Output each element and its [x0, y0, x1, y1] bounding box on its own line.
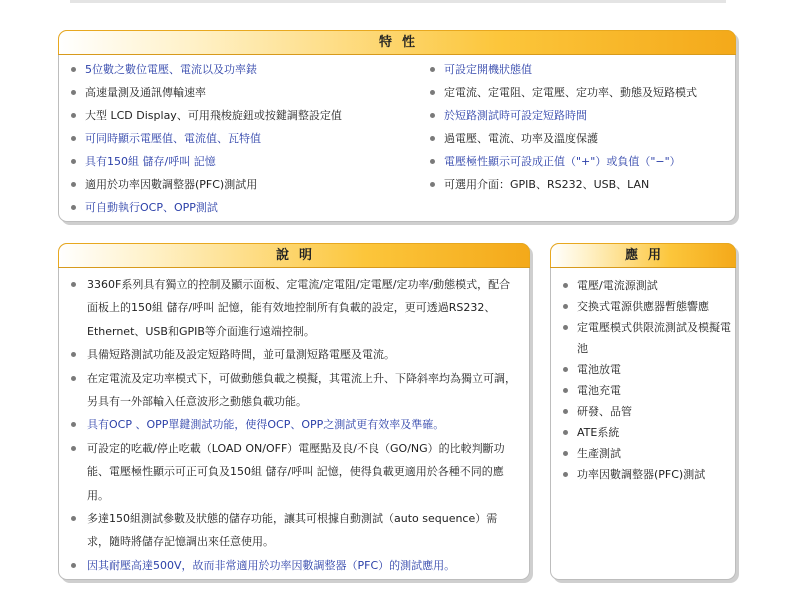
description-header — [58, 243, 530, 267]
feature-item-text: 可自動執行OCP、OPP測試 — [85, 201, 218, 214]
application-item-text: 電池充電 — [577, 384, 621, 397]
feature-item — [71, 150, 411, 173]
description-item-text: 在定電流及定功率模式下，可做動態負載之模擬，其電流上升、下降斜率均為獨立可調，另具有一外部輸入任意波形之動態負載功能。 — [87, 371, 516, 409]
bullet-icon — [563, 430, 568, 435]
feature-item-text: 定電流、定電阻、定電壓、定功率、動態及短路模式 — [444, 86, 697, 99]
feature-item-text: 適用於功率因數調整器(PFC)測試用 — [85, 178, 258, 191]
feature-item-text: 過電壓、電流、功率及溫度保護 — [444, 132, 598, 145]
application-item — [563, 296, 731, 317]
bullet-icon — [430, 113, 435, 118]
description-item — [71, 367, 519, 414]
feature-item-text: 可同時顯示電壓值、電流值、瓦特值 — [85, 132, 261, 145]
bullet-icon — [563, 388, 568, 393]
bullet-icon — [71, 90, 76, 95]
feature-item-text: 可設定開機狀態值 — [444, 63, 532, 76]
feature-item — [71, 196, 411, 219]
description-list — [71, 273, 519, 577]
applications-list — [563, 275, 731, 485]
top-divider — [70, 0, 726, 3]
bullet-icon — [430, 67, 435, 72]
application-item — [563, 380, 731, 401]
features-left-list — [71, 58, 411, 219]
feature-item — [430, 173, 730, 196]
bullet-icon — [71, 159, 76, 164]
application-item-text: 研發、品管 — [577, 405, 632, 418]
feature-item — [71, 81, 411, 104]
feature-item-text: 大型 LCD Display、可用飛梭旋鈕或按鍵調整設定值 — [85, 109, 342, 122]
applications-title: 應用 — [624, 248, 671, 263]
bullet-icon — [71, 113, 76, 118]
description-panel — [58, 243, 530, 580]
bullet-icon — [71, 352, 76, 357]
bullet-icon — [71, 182, 76, 187]
application-item — [563, 464, 731, 485]
feature-item — [430, 104, 730, 127]
feature-item — [71, 58, 411, 81]
description-item-text: 多達150組測試參數及狀態的儲存功能，讓其可根據自動測試（auto sequence）需求，隨時將儲存記憶調出來任意使用。 — [87, 512, 498, 549]
description-item — [71, 343, 519, 366]
feature-item — [430, 58, 730, 81]
application-item — [563, 359, 731, 380]
bullet-icon — [563, 283, 568, 288]
feature-item-text: 可選用介面：GPIB、RS232、USB、LAN — [444, 178, 650, 191]
bullet-icon — [430, 90, 435, 95]
features-header-underline — [58, 54, 736, 55]
feature-item — [430, 150, 730, 173]
description-header-underline — [58, 267, 530, 268]
features-panel — [58, 30, 736, 222]
feature-item — [430, 81, 730, 104]
description-item — [71, 413, 519, 436]
application-item — [563, 401, 731, 422]
application-item-text: 定電壓模式供限流測試及模擬電池 — [577, 321, 731, 355]
applications-header — [550, 243, 736, 267]
bullet-icon — [430, 182, 435, 187]
description-title: 說明 — [275, 248, 322, 263]
application-item-text: 生產測試 — [577, 447, 621, 460]
bullet-icon — [563, 304, 568, 309]
feature-item — [71, 173, 411, 196]
bullet-icon — [563, 451, 568, 456]
application-item — [563, 275, 731, 296]
bullet-icon — [71, 67, 76, 72]
description-item — [71, 437, 519, 507]
features-right-list — [430, 58, 730, 196]
description-item — [71, 554, 519, 577]
feature-item — [430, 127, 730, 150]
description-item-text: 可設定的吃載/停止吃載（LOAD ON/OFF）電壓點及良/不良（GO/NG）的比較判斷功能、電壓極性顯示可正可負及150組 儲存/呼叫 記憶，使得負載更適用於各種不同的應用。 — [87, 441, 505, 502]
application-item-text: 功率因數調整器(PFC)測試 — [577, 468, 706, 481]
feature-item — [71, 104, 411, 127]
bullet-icon — [71, 563, 76, 568]
feature-item — [71, 127, 411, 150]
feature-item-text: 電壓極性顯示可設成正值（"+"）或負值（"−"） — [444, 155, 681, 168]
features-header — [58, 30, 736, 54]
bullet-icon — [71, 446, 76, 451]
description-item-text: 具備短路測試功能及設定短路時間，並可量測短路電壓及電流。 — [87, 348, 395, 362]
bullet-icon — [563, 409, 568, 414]
bullet-icon — [563, 472, 568, 477]
application-item-text: 電池放電 — [577, 363, 621, 376]
bullet-icon — [71, 136, 76, 141]
bullet-icon — [563, 367, 568, 372]
applications-header-underline — [550, 267, 736, 268]
bullet-icon — [71, 376, 76, 381]
application-item-text: 交換式電源供應器暫態響應 — [577, 300, 709, 313]
application-item — [563, 317, 731, 359]
features-title: 特性 — [378, 35, 425, 50]
description-item-text: 3360F系列具有獨立的控制及顯示面板、定電流/定電阻/定電壓/定功率/動態模式，配合面板上的150組 儲存/呼叫 記憶，能有效地控制所有負載的設定，更可透過RS232、Ethernet、USB和GPIB等介面進行遠端控制。 — [87, 278, 511, 338]
applications-panel — [550, 243, 736, 580]
bullet-icon — [430, 159, 435, 164]
bullet-icon — [71, 422, 76, 427]
application-item-text: 電壓/電流源測試 — [577, 279, 658, 292]
application-item-text: ATE系統 — [577, 426, 620, 439]
bullet-icon — [71, 205, 76, 210]
description-item-text: 因其耐壓高達500V，故而非常適用於功率因數調整器（PFC）的測試應用。 — [87, 558, 456, 572]
feature-item-text: 5位數之數位電壓、電流以及功率錶 — [85, 63, 257, 76]
application-item — [563, 443, 731, 464]
bullet-icon — [71, 516, 76, 521]
application-item — [563, 422, 731, 443]
feature-item-text: 具有150組 儲存/呼叫 記憶 — [85, 155, 216, 168]
bullet-icon — [563, 325, 568, 330]
description-item-text: 具有OCP 、OPP單鍵測試功能，使得OCP、OPP之測試更有效率及準確。 — [87, 418, 445, 432]
feature-item-text: 高速量測及通訊傳輸速率 — [85, 86, 206, 99]
bullet-icon — [71, 282, 76, 287]
feature-item-text: 於短路測試時可設定短路時間 — [444, 109, 587, 122]
description-item — [71, 273, 519, 343]
bullet-icon — [430, 136, 435, 141]
description-item — [71, 507, 519, 554]
